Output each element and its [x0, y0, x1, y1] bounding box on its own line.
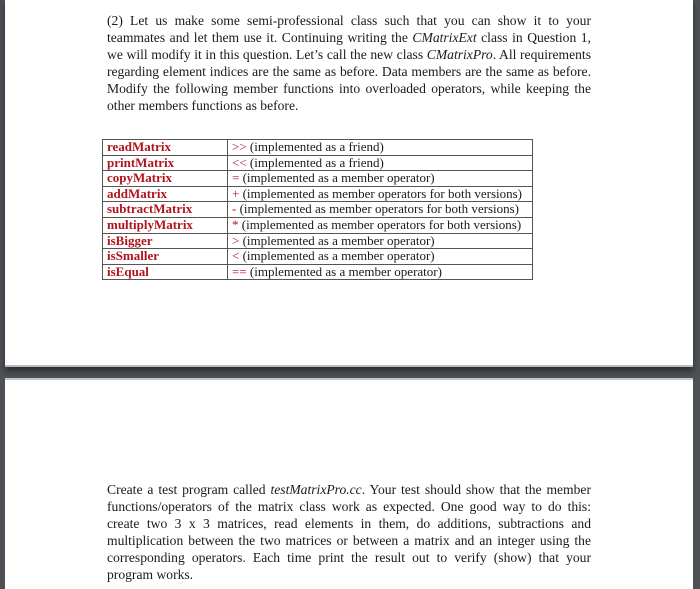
table-row [103, 140, 533, 156]
function-name: isSmaller [103, 249, 228, 265]
operator-note: (implemented as member operators for both versions) [238, 216, 522, 232]
text-segment: class in Question 1, we will modify it in this question. Let’s call the new class [107, 30, 592, 62]
table-row [103, 186, 533, 202]
document-page-1 [5, 0, 693, 367]
function-name: copyMatrix [103, 171, 228, 187]
operator-note: (implemented as a member operator) [239, 248, 435, 264]
operator-description [228, 155, 533, 171]
operator-symbol: << [232, 154, 247, 170]
function-name: isEqual [103, 264, 228, 280]
function-name: multiplyMatrix [103, 217, 228, 233]
operator-symbol: = [232, 170, 240, 186]
table-row [103, 233, 533, 249]
table-row [103, 249, 533, 265]
operator-description [228, 186, 533, 202]
operator-note: (implemented as a friend) [246, 154, 384, 170]
text-segment: (2) Let us make some semi-professional class such that you can show it to your teammates and let them use it. Continuing writing the [107, 13, 591, 45]
operator-description [228, 233, 533, 249]
operator-description [228, 171, 533, 187]
operator-symbol: + [232, 185, 240, 201]
operator-note: (implemented as a member operator) [239, 232, 435, 248]
document-page-2 [5, 378, 693, 589]
operator-symbol: < [232, 248, 240, 264]
test-paragraph [107, 481, 591, 583]
table-row [103, 217, 533, 233]
operator-symbol: == [232, 263, 247, 279]
operator-symbol: > [232, 232, 240, 248]
operator-note: (implemented as member operators for both versions) [236, 201, 520, 217]
table-row [103, 155, 533, 171]
intro-paragraph [107, 12, 591, 114]
function-name: isBigger [103, 233, 228, 249]
operator-symbol: >> [232, 139, 247, 154]
function-name: addMatrix [103, 186, 228, 202]
table-row [103, 171, 533, 187]
operator-note: (implemented as a member operator) [246, 263, 442, 279]
operator-description [228, 249, 533, 265]
operator-note: (implemented as a member operator) [239, 170, 435, 186]
operator-description [228, 140, 533, 156]
operator-table [102, 139, 533, 280]
table-row [103, 264, 533, 280]
operator-symbol: - [232, 201, 237, 217]
operator-symbol: * [232, 216, 239, 232]
function-name: subtractMatrix [103, 202, 228, 218]
function-name: readMatrix [103, 140, 228, 156]
file-name: testMatrixPro.cc [270, 482, 362, 497]
operator-note: (implemented as a friend) [246, 139, 384, 154]
operator-description [228, 217, 533, 233]
text-segment: . All requirements regarding element indices are the same as before. Data members are the same as before. Modify the following member functions into overloaded operators, while keeping the other members functions as before. [107, 47, 591, 113]
class-name: CMatrixExt [412, 30, 477, 45]
table-row [103, 202, 533, 218]
operator-description [228, 264, 533, 280]
text-segment: Create a test program called [107, 482, 271, 497]
class-name: CMatrixPro [426, 47, 493, 62]
operator-note: (implemented as member operators for both versions) [239, 185, 523, 201]
text-segment: . Your test should show that the member functions/operators of the matrix class work as expected. One good way to do this: create two 3 x 3 matrices, read elements in them, do additions, subtractions and multiplication between the two matrices or between a matrix and an integer using the corresponding operators. Each time print the result out to verify (show) that your program works. [107, 482, 591, 582]
operator-description [228, 202, 533, 218]
function-name: printMatrix [103, 155, 228, 171]
